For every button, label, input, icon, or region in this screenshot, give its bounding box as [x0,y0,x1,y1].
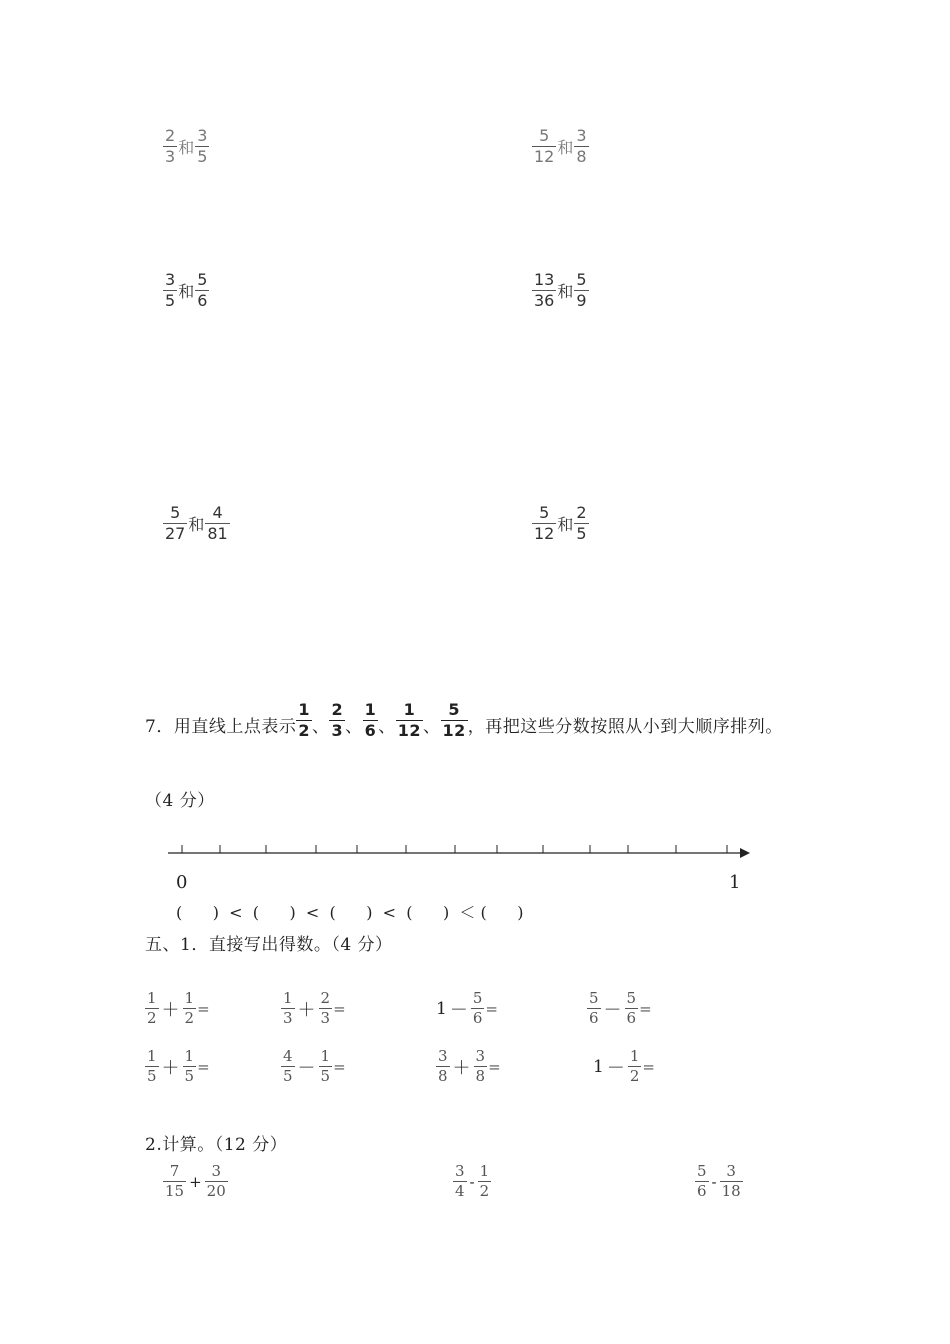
fraction: $\frac{1}{12}$ [397,700,422,740]
section-5-1-title: 五、1．直接写出得数。（4 分） [145,935,393,955]
fraction: $\frac{1}{2}$ [479,1162,490,1200]
fraction: $\frac{3}{4}$ [455,1162,465,1200]
compare-pair-6 [532,505,589,542]
fraction: $\frac{3}{18}$ [721,1162,741,1200]
fraction: $\frac{5}{6}$ [472,989,483,1027]
fraction: $\frac{3}{8}$ [475,1047,486,1085]
and-word: 和 [557,282,574,301]
fraction: $\frac{5}{12}$ [442,700,466,740]
question-7: 7．用直线上点表示 $\frac{1}{2}$ 、 $\frac{2}{3}$ 、 $\frac{1}{6}$ 、 $\frac{1}{12}$ 、 $\frac{5}{12}$ ，再把这些分数按照从小到大顺序排列。 [145,700,783,740]
fraction: $\frac{1}{5}$ [147,1047,157,1085]
calc-item: $\frac{3}{8}$ ＋ $\frac{3}{8}$ = [438,1047,501,1085]
fraction: $\frac{5}{27}$ [165,503,186,543]
question-7-suffix: ，再把这些分数按照从小到大顺序排列。 [467,717,783,737]
section-5-2-title: 2.计算。（12 分） [145,1135,288,1155]
compare-pair-4 [532,272,589,309]
fraction: $\frac{1}{2}$ [184,989,195,1027]
compare-pair-1 [163,128,209,165]
and-word: 和 [188,515,205,534]
calc-item: $\frac{5}{6}$ - $\frac{3}{18}$ [697,1162,741,1200]
fraction: $\frac{5}{6}$ [197,270,208,310]
and-word: 和 [178,282,195,301]
fraction: $\frac{4}{5}$ [283,1047,293,1085]
and-word: 和 [557,515,574,534]
calc-item: $\frac{1}{2}$ ＋ $\frac{1}{2}$ = [147,989,210,1027]
compare-pair-2 [532,128,589,165]
fraction: $\frac{1}{3}$ [283,989,293,1027]
calc-item: $\frac{1}{5}$ ＋ $\frac{1}{5}$ = [147,1047,210,1085]
fraction: $\frac{3}{5}$ [197,126,208,166]
fraction: $\frac{5}{6}$ [697,1162,707,1200]
fraction: $\frac{5}{12}$ [534,503,555,543]
fraction: $\frac{5}{12}$ [534,126,555,166]
calc-item: $\frac{5}{6}$ － $\frac{5}{6}$ = [589,989,652,1027]
fraction: $\frac{1}{6}$ [364,700,377,740]
fraction: $\frac{5}{6}$ [626,989,637,1027]
number-line-one-label: 1 [729,872,741,893]
calc-item: 1 － $\frac{1}{2}$ = [593,1047,655,1085]
fraction: $\frac{2}{3}$ [165,126,176,166]
number-line-zero-label: 0 [176,872,188,893]
compare-pair-5 [163,505,230,542]
fraction: $\frac{7}{15}$ [165,1162,185,1200]
fraction: $\frac{4}{81}$ [207,503,228,543]
calc-item: 1 － $\frac{5}{6}$ = [436,989,498,1027]
compare-pair-3 [163,272,209,309]
and-word: 和 [178,138,195,157]
fraction: $\frac{1}{2}$ [147,989,157,1027]
fraction: $\frac{1}{5}$ [184,1047,195,1085]
fraction: $\frac{2}{3}$ [331,700,344,740]
number-line-arrow [740,848,750,858]
fraction: $\frac{1}{5}$ [320,1047,331,1085]
and-word: 和 [557,138,574,157]
fraction: $\frac{3}{8}$ [438,1047,448,1085]
fraction: $\frac{5}{9}$ [576,270,587,310]
fraction: $\frac{3}{8}$ [576,126,587,166]
fraction: $\frac{2}{3}$ [320,989,331,1027]
fraction: $\frac{1}{2}$ [629,1047,640,1085]
fraction: $\frac{13}{36}$ [534,270,555,310]
calc-item: $\frac{7}{15}$ + $\frac{3}{20}$ [165,1162,226,1200]
question-7-points: （4 分） [145,791,215,811]
fraction: $\frac{5}{6}$ [589,989,599,1027]
calc-item: $\frac{4}{5}$ － $\frac{1}{5}$ = [283,1047,346,1085]
fraction: $\frac{3}{20}$ [206,1162,226,1200]
number-line [160,838,760,868]
fraction: $\frac{2}{5}$ [576,503,587,543]
question-7-prefix: 7．用直线上点表示 [145,717,297,737]
calc-item: $\frac{3}{4}$ - $\frac{1}{2}$ [455,1162,490,1200]
ordering-blanks: ( ) < ( ) < ( ) < ( ) ＜ ( ) [176,903,524,922]
calc-item: $\frac{1}{3}$ ＋ $\frac{2}{3}$ = [283,989,346,1027]
fraction: $\frac{3}{5}$ [165,270,176,310]
fraction: $\frac{1}{2}$ [298,700,310,740]
